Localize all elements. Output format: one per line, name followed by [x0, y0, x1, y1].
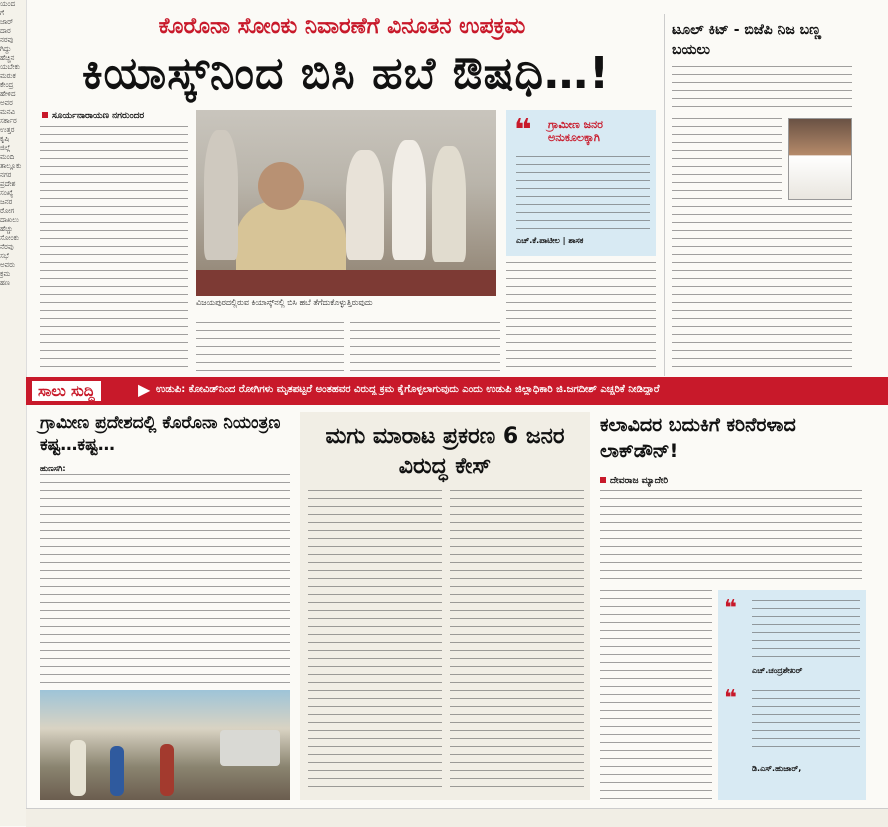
strip-word: ಪ್ರದೇಶ: [0, 180, 16, 188]
strip-word: ರೋಗ: [0, 207, 15, 215]
strip-word: ಕ್ರಮ: [0, 270, 11, 278]
child-story-body-col1: [308, 490, 442, 794]
main-story-body-col3: [350, 322, 500, 372]
ticker-label: ಸಾಲು ಸುದ್ದಿ: [32, 381, 101, 401]
strip-word: ಗಿದ್ದು: [0, 45, 12, 53]
artist-story-headline: ಕಲಾವಿದರ ಬದುಕಿಗೆ ಕರಿನೆರಳಾದ ಲಾಕ್‌ಡೌನ್!: [600, 414, 796, 462]
rural-story-body: [40, 474, 290, 684]
strip-word: ಸಭೆ: [0, 252, 9, 260]
bullet-icon: [600, 477, 606, 483]
strip-word: ಹೆಚ್ಚು: [0, 225, 13, 233]
artist-story-byline: [600, 476, 668, 486]
play-arrow-icon: ▶: [138, 380, 151, 399]
strip-word: ದಾಖಲು: [0, 216, 19, 224]
main-story-kicker: ಕೊರೊನಾ ಸೋಂಕು ನಿವಾರಣೆಗೆ ವಿನೂತನ ಉಪಕ್ರಮ: [158, 14, 526, 39]
strip-word: ಅವರು: [0, 261, 16, 269]
strip-word: ಉತ್ತರ: [0, 126, 15, 134]
politician-photo: [788, 118, 852, 200]
quote1-attribution: ಎಚ್.ಚಂದ್ರಶೇಖರ್: [752, 666, 803, 675]
right-story-body-a: [672, 66, 852, 114]
quote-attribution: ಎಚ್.ಕೆ.ಪಾಟೀಲ | ಶಾಸಕ: [516, 236, 584, 245]
main-story-body-col4: [506, 262, 656, 372]
strip-word: ನೆರವು: [0, 243, 14, 251]
rural-photo: [40, 690, 290, 800]
byline-text: ಸೂರ್ಯನಾರಾಯಣ ನಗರುಂದರ: [52, 111, 145, 121]
right-story-body-b: [672, 118, 782, 200]
quote-icon: ❝: [724, 596, 737, 621]
right-story-headline: ಟೂಲ್ ಕಿಟ್ - ಬಿಜೆಪಿ ನಿಜ ಬಣ್ಣ ಬಯಲು: [672, 22, 822, 58]
strip-word: ದಾರ: [0, 27, 11, 35]
strip-word: ಹೆಚ್ಚಿನ: [0, 54, 15, 62]
strip-word: ಮರುಕ: [0, 72, 16, 80]
strip-word: ನರವು: [0, 36, 14, 44]
artist-story-body-b: [600, 590, 712, 800]
artist-story-body-a: [600, 490, 862, 586]
right-story-body-c: [672, 206, 852, 370]
strip-word: ಯಬೇಕು: [0, 63, 20, 71]
kiosk-photo: [196, 110, 496, 296]
child-story-body-col2: [450, 490, 584, 794]
artist-byline-text: ದೇವರಾಜ ಮ್ಯಾದೇರಿ: [610, 476, 669, 486]
strip-word: ಮಂದಿ: [0, 153, 15, 161]
strip-word: ಕೇಂದ್ರ: [0, 81, 14, 89]
bullet-icon: [42, 112, 48, 118]
strip-word: ಸರ್ಕಾರ: [0, 117, 17, 125]
quote-icon: ❝: [724, 686, 737, 711]
main-story-byline: [42, 111, 144, 121]
rural-dateline: ಹುಣಸಗಿ:: [40, 464, 66, 473]
rural-story-headline: ಗ್ರಾಮೀಣ ಪ್ರದೇಶದಲ್ಲಿ ಕೊರೊನಾ ನಿಯಂತ್ರಣ ಕಷ್ಟ…ಕಷ್ಟ…: [40, 413, 281, 455]
quote-body: [516, 156, 650, 230]
strip-word: ಮನವಿ: [0, 108, 16, 116]
main-story-body-col2: [196, 322, 344, 372]
photo-caption: ವಿಜಯಪುರದಲ್ಲಿರುವ ಕಿಯಾಸ್ಕ್‌ನಲ್ಲಿ ಬಿಸಿ ಹಬೆ ತೆಗೆದುಕೊಳ್ಳುತ್ತಿರುವುದು: [196, 298, 373, 307]
strip-word: ಜಿಲ್ಲೆ: [0, 144, 11, 152]
strip-word: ಅವರ: [0, 99, 13, 107]
strip-word: ಯಂದ: [0, 0, 16, 8]
next-page-strip: [26, 808, 888, 827]
quote2-attribution: ಡಿ.ಎಸ್.ಹುಜಾರ್,: [752, 764, 802, 773]
ticker-text: ಉಡುಪಿ: ಕೋವಿಡ್‌ನಿಂದ ರೋಗಿಗಳು ಮೃತಪಟ್ಟರೆ ಅಂತಹವರ ವಿರುದ್ಧ ಕ್ರಮ ಕೈಗೊಳ್ಳಲಾಗುವುದು ಎಂದು ಉಡುಪಿ ಜಿಲ್ಲಾಧಿಕಾರಿ ಜಿ.ಜಗದೀಶ್ ಎಚ್ಚರಿಕೆ ನೀಡಿದ್ದಾರೆ: [156, 384, 660, 395]
quote-icon: ❝: [514, 113, 532, 148]
strip-word: ಜಾರ್: [0, 18, 14, 26]
strip-word: ತಾಲ್ಲೂಕು: [0, 162, 22, 170]
strip-word: ಸೋಂಕು: [0, 234, 19, 242]
strip-word: ಸಂಖ್ಯೆ: [0, 189, 14, 197]
child-story-headline: ಮಗು ಮಾರಾಟ ಪ್ರಕರಣ 6 ಜನರ ವಿರುದ್ಧ ಕೇಸ್: [325, 424, 565, 479]
strip-word: ಹೇಳಿದ: [0, 90, 16, 98]
main-story-body-col1: [40, 126, 188, 372]
strip-word: ಕೃಷಿ: [0, 135, 10, 143]
quote-title: ಗ್ರಾಮೀಣ ಜನರ ಅನುಕೂಲಕ್ಕಾಗಿ: [548, 118, 603, 144]
strip-word: ನಗರ: [0, 171, 12, 179]
strip-word: ಜನರ: [0, 198, 13, 206]
artist-quote-box: [718, 590, 866, 800]
strip-word: ಗೆ: [0, 9, 5, 17]
main-story-headline: ಕಿಯಾಸ್ಕ್‌ನಿಂದ ಬಿಸಿ ಹಬೆ ಔಷಧಿ…!: [81, 48, 611, 99]
adjacent-page-strip: [0, 0, 27, 826]
strip-word: ಹಣ: [0, 279, 10, 287]
